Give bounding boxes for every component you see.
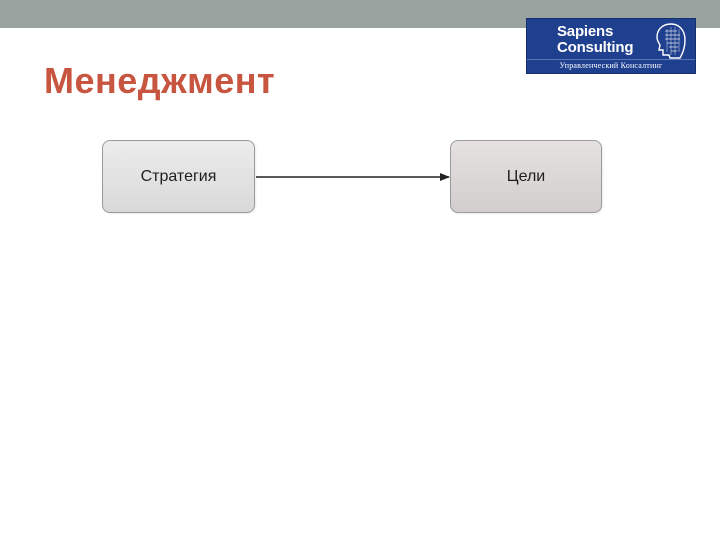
node-strategy-label: Стратегия xyxy=(140,167,217,185)
logo-tagline: Управленческий Консалтинг xyxy=(527,59,695,72)
node-strategy xyxy=(102,140,255,213)
node-goals-label: Цели xyxy=(506,167,546,185)
head-profile-icon xyxy=(653,22,689,60)
sapiens-consulting-logo xyxy=(526,18,696,74)
slide-title: Менеджмент xyxy=(44,60,276,101)
node-goals xyxy=(450,140,602,213)
logo-line-2: Consulting xyxy=(557,39,634,56)
logo-line-1: Sapiens xyxy=(557,23,614,40)
